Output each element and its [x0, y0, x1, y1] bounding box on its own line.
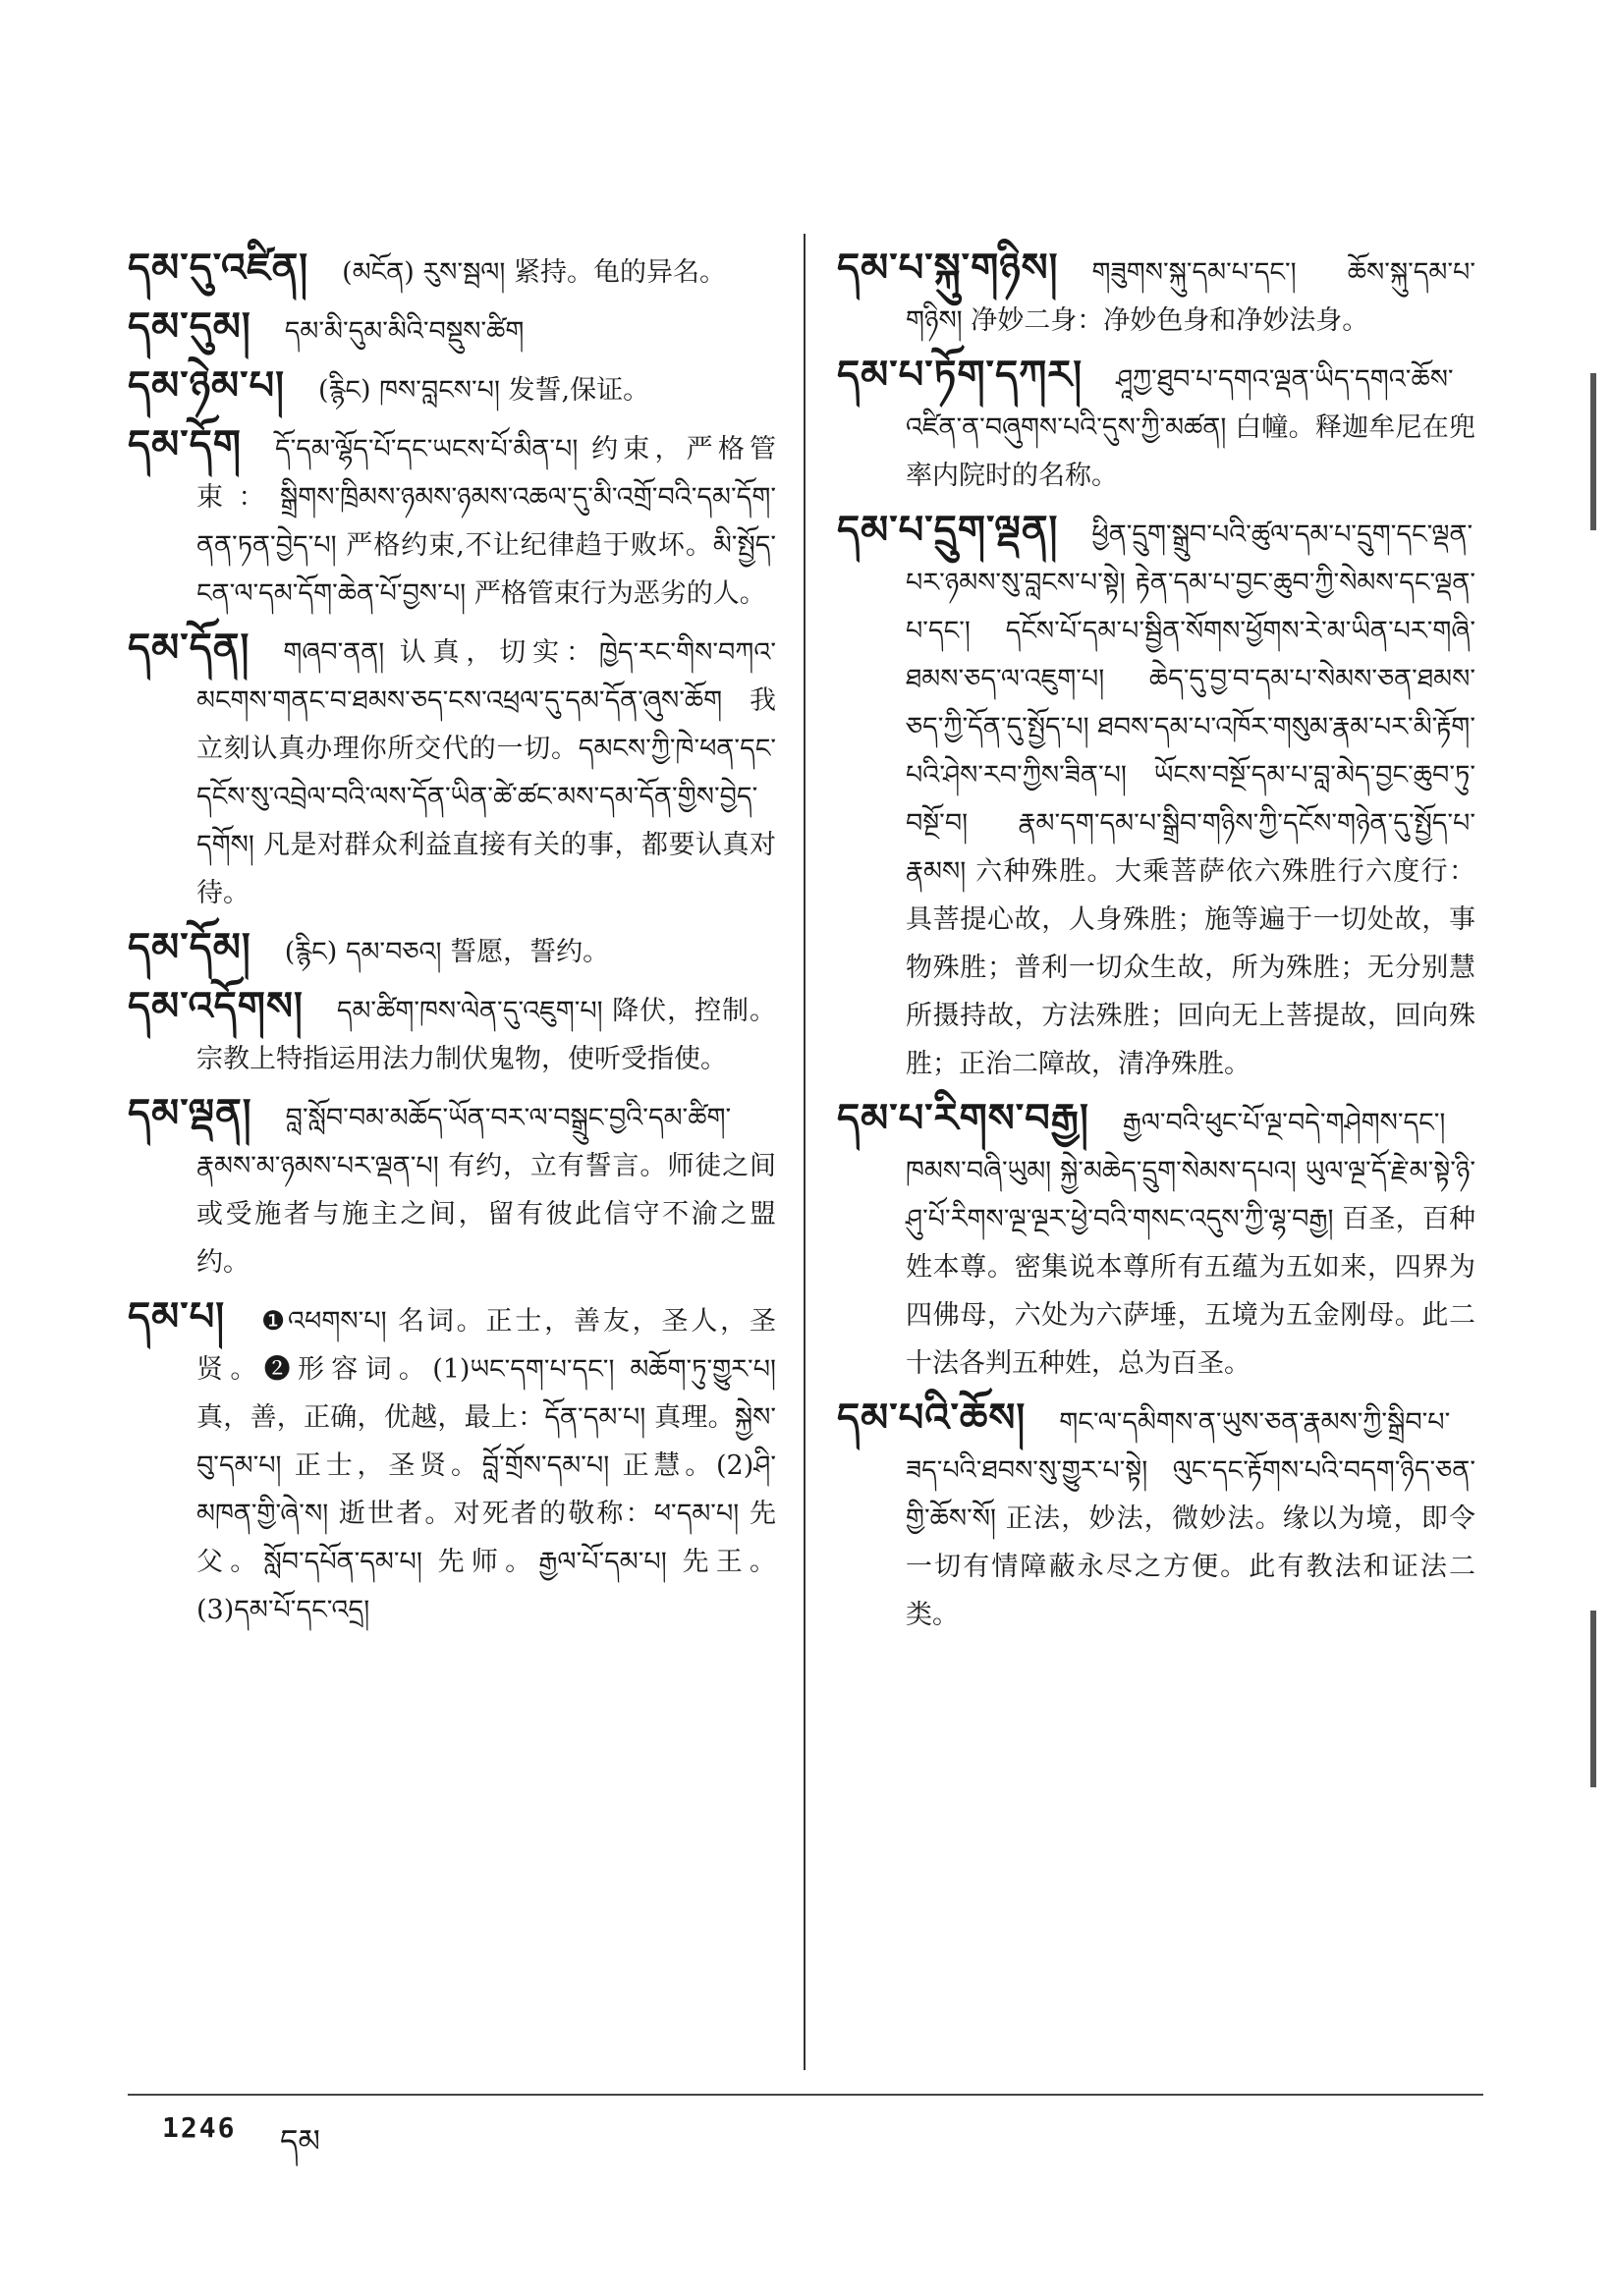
- dictionary-entry: [128, 923, 776, 976]
- dictionary-entry: [128, 624, 776, 917]
- scan-edge-marks: [1579, 59, 1600, 2219]
- dictionary-entry: [128, 1292, 776, 1634]
- right-column: [837, 244, 1475, 1645]
- entry-headword: དམ་པའི་ཆོས།: [837, 1394, 1027, 1441]
- entry-headword: དམ་ལྡན།: [128, 1090, 252, 1136]
- entry-headword: དམ་ཉེམ་པ།: [128, 362, 286, 409]
- left-column: [128, 244, 776, 1640]
- dictionary-entry: [128, 302, 776, 355]
- dictionary-entry: [837, 506, 1475, 1088]
- entry-headword: དམ་པ་དྲུག་ལྡན།: [837, 507, 1059, 553]
- entry-headword: དམ་དུ་འཛིན།: [128, 245, 309, 291]
- entry-headword: དམ་དོམ།: [128, 924, 251, 970]
- scan-edge-mark: [1590, 373, 1596, 530]
- entry-definition: ཕྱིན་དྲུག་སྒྲུབ་པའི་ཚུལ་དམ་པ་དྲུག་དང་ལྡན་པར་ཉམས་སུ་བླངས་པ་སྟེ། རྟེན་དམ་པ་བྱང་ཆུབ་ཀྱི་སེམས་དང་ལྡན་པ་དང་། དངོས་པོ་དམ་པ་སྦྱིན་སོགས་ཕྱོགས་རེ་མ་ཡིན་པར་གཞི་ཐམས་ཅད་ལ་འཇུག་པ། ཆེད་དུ་བྱ་བ་དམ་པ་སེམས་ཅན་ཐམས་ཅད་ཀྱི་དོན་དུ་སྤྱོད་པ། ཐབས་དམ་པ་འཁོར་གསུམ་རྣམ་པར་མི་རྟོག་པའི་ཤེས་རབ་ཀྱིས་ཟིན་པ། ཡོངས་བསྔོ་དམ་པ་བླ་མེད་བྱང་ཆུབ་ཏུ་བསྔོ་བ། རྣམ་དག་དམ་པ་སྒྲིབ་གཉིས་ཀྱི་དངོས་གཉེན་དུ་སྤྱོད་པ་རྣམས། 六种殊胜。大乘菩萨依六殊胜行六度行：具菩提心故，人身殊胜；施等遍于一切处故，事物殊胜；普利一切众生故，所为殊胜；无分别慧所摄持故，方法殊胜；回向无上菩提故，回向殊胜；正治二障故，清净殊胜。: [906, 519, 1475, 1079]
- page-number: 1246: [162, 2111, 237, 2144]
- entry-definition: (མངོན) རུས་སྦལ། 紧持。龟的异名。: [342, 257, 726, 288]
- entry-headword: དམ་དོག: [128, 421, 242, 467]
- entry-definition: ཤཱཀྱ་ཐུབ་པ་དགའ་ལྡན་ཡིད་དགའ་ཆོས་འཛིན་ན་བཞུགས་པའི་དུས་ཀྱི་མཚན། 白幢。释迦牟尼在兜率内院时的名称。: [906, 364, 1475, 491]
- dictionary-entry: [837, 1394, 1475, 1639]
- scan-edge-mark: [1590, 1611, 1596, 1787]
- running-head: དམ: [280, 2122, 320, 2159]
- entry-headword: དམ་འདོགས།: [128, 983, 304, 1029]
- entry-headword: དམ་པ།: [128, 1293, 226, 1339]
- entry-headword: དམ་དུམ།: [128, 303, 251, 350]
- entry-headword: དམ་པ་རིགས་བརྒྱ།: [837, 1095, 1089, 1141]
- entry-headword: དམ་པ་ཏོག་དཀར།: [837, 352, 1084, 398]
- entry-definition: གང་ལ་དམིགས་ན་ཡུས་ཅན་རྣམས་ཀྱི་སྒྲིབ་པ་ཟད་པའི་ཐབས་སུ་གྱུར་པ་སྟེ། ལུང་དང་རྟོགས་པའི་བདག་ཉིད་ཅན་གྱི་ཆོས་སོ། 正法，妙法，微妙法。缘以为境，即令一切有情障蔽永尽之方便。此有教法和证法二类。: [906, 1407, 1475, 1630]
- entry-definition: ❶འཕགས་པ། 名词。正士，善友，圣人，圣贤。❷形容词。(1)ཡང་དག་པ་དང་། མཆོག་ཏུ་གྱུར་པ། 真，善，正确，优越，最上：དོན་དམ་པ། 真理。སྐྱེས་བུ་དམ་པ། 正士，圣贤。བློ་གྲོས་དམ་པ། 正慧。(2)ཤི་མཁན་གྱི་ཞེ་ས། 逝世者。对死者的敬称：ཕ་དམ་པ། 先父。སློབ་དཔོན་དམ་པ། 先师。རྒྱལ་པོ་དམ་པ། 先王。(3)དམ་པོ་དང་འདྲ།: [196, 1306, 776, 1625]
- entry-definition: བླ་སློབ་བམ་མཆོད་ཡོན་བར་ལ་བསྒྲུང་བྱའི་དམ་ཚིག་རྣམས་མ་ཉམས་པར་ལྡན་པ། 有约，立有誓言。师徒之间或受施者与施主之间，留有彼此信守不渝之盟约。: [196, 1103, 776, 1278]
- dictionary-entry: [128, 420, 776, 618]
- entry-definition: དམ་མི་དུམ་མིའི་བསྡུས་ཚིག: [284, 316, 525, 347]
- dictionary-entry: [128, 982, 776, 1083]
- entry-headword: དམ་པ་སྐུ་གཉིས།: [837, 245, 1059, 291]
- entry-definition: (རྙིང) ཁས་བླངས་པ། 发誓,保证。: [318, 375, 650, 406]
- column-divider: [804, 234, 806, 2070]
- entry-definition: གཟུགས་སྐུ་དམ་པ་དང་། ཆོས་སྐུ་དམ་པ་གཉིས། 净妙二身：净妙色身和净妙法身。: [906, 257, 1475, 336]
- dictionary-entry: [837, 1094, 1475, 1388]
- dictionary-entry: [837, 351, 1475, 500]
- entry-definition: (རྙིང) དམ་བཅའ། 誓愿，誓约。: [284, 937, 610, 967]
- entry-definition: དོ་དམ་ལྷོད་པོ་དང་ཡངས་པོ་མིན་པ། 约束，严格管束：སྒྲིགས་ཁྲིམས་ཉམས་ཉམས་འཆལ་དུ་མི་འགྲོ་བའི་དམ་དོག་ནན་ཏན་བྱེད་པ། 严格约束,不让纪律趋于败坏。མི་སྤྱོད་ངན་ལ་དམ་དོག་ཆེན་པོ་བྱས་པ། 严格管束行为恶劣的人。: [196, 434, 776, 609]
- dictionary-entry: [128, 244, 776, 297]
- dictionary-entry: [128, 1089, 776, 1286]
- entry-headword: དམ་དོན།: [128, 625, 250, 671]
- dictionary-entry: [837, 244, 1475, 345]
- dictionary-entry: [128, 361, 776, 414]
- entry-definition: གཞབ་ནན། 认真，切实：ཁྱེད་རང་གིས་བཀའ་མངགས་གནང་བ་ཐམས་ཅད་ངས་འཕྲལ་དུ་དམ་དོན་ཞུས་ཆོག 我立刻认真办理你所交代的一切。དམངས་ཀྱི་ཁེ་ཕན་དང་དངོས་སུ་འབྲེལ་བའི་ལས་དོན་ཡིན་ཚེ་ཚང་མས་དམ་དོན་གྱིས་བྱེད་དགོས། 凡是对群众利益直接有关的事，都要认真对待。: [196, 637, 776, 908]
- entry-definition: རྒྱལ་བའི་ཕུང་པོ་ལྔ་བདེ་གཤེགས་དང་། ཁམས་བཞི་ཡུམ། སྐྱེ་མཆེད་དྲུག་སེམས་དཔའ། ཡུལ་ལྔ་དོ་རྗེ་མ་སྟེ་ཉི་ཤུ་པོ་རིགས་ལྔ་ལྔར་ཕྱེ་བའི་གསང་འདུས་ཀྱི་ལྷ་བརྒྱ། 百圣，百种姓本尊。密集说本尊所有五蕴为五如来，四界为四佛母，六处为六萨埵，五境为五金刚母。此二十法各判五种姓，总为百圣。: [906, 1108, 1475, 1379]
- entry-definition: དམ་ཚིག་ཁས་ལེན་དུ་འཇུག་པ། 降伏，控制。宗教上特指运用法力制伏鬼物，使听受指使。: [196, 996, 776, 1074]
- footer-rule: [128, 2094, 1483, 2096]
